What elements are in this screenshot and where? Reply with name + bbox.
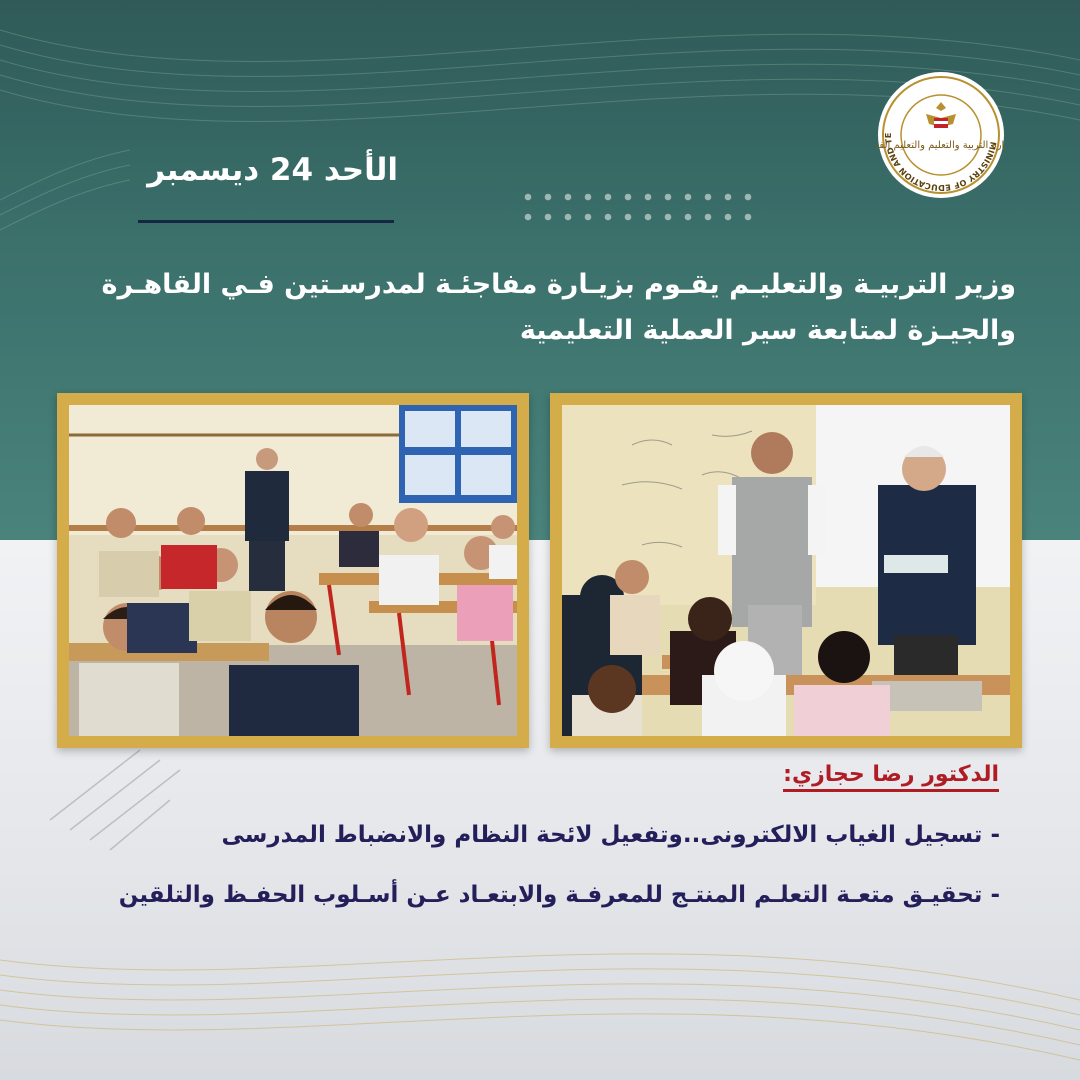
headline: وزير التربيـة والتعليـم يقـوم بزيـارة مفاجئـة لمدرسـتين فـي القاهـرة والجيـزة لمتابعة سير العملية التعليمية <box>101 269 1016 346</box>
speaker-name: الدكتور رضا حجازي: <box>783 762 999 792</box>
classroom-photo-right <box>550 393 1022 748</box>
bullet-point-2: - تحقيـق متعـة التعلـم المنتـج للمعرفـة والابتعـاد عـن أسـلوب الحفـظ والتلقين <box>118 882 1000 908</box>
ministry-logo <box>876 70 1006 200</box>
classroom-photo-left-image <box>69 405 517 736</box>
classroom-photo-left <box>57 393 529 748</box>
date-underline <box>138 220 394 223</box>
svg-text:وزارة التربية والتعليم والتعلي: ارة التربية والتعليم والتعليم الفن <box>876 140 1005 151</box>
classroom-photo-right-image <box>562 405 1010 736</box>
bullet-point-1: - تسجيل الغياب الالكترونى..وتفعيل لائحة النظام والانضباط المدرسى <box>221 822 1000 848</box>
svg-text:MINISTRY OF EDUCATION AND TECH: MINISTRY OF EDUCATION AND TE <box>882 132 999 194</box>
date-label: الأحد 24 ديسمبر <box>147 152 398 188</box>
dot-pattern <box>520 190 770 224</box>
